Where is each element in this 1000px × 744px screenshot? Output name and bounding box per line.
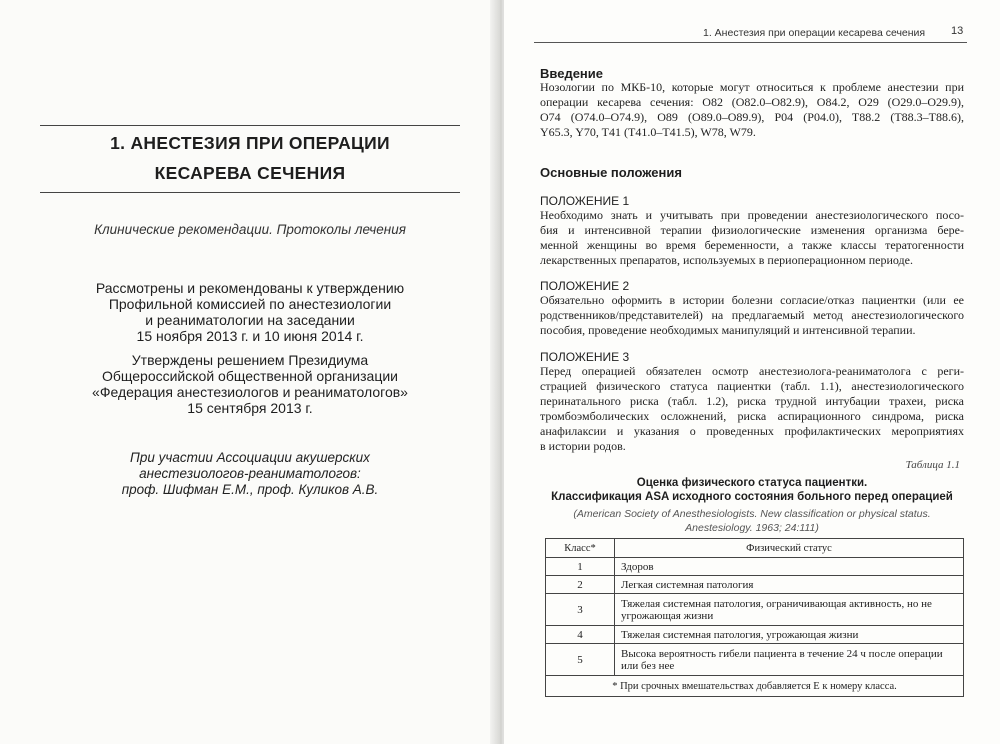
chapter-title-line1: 1. АНЕСТЕЗИЯ ПРИ ОПЕРАЦИИ (110, 133, 390, 153)
status-cell: Здоров (615, 558, 964, 576)
table-source (540, 507, 964, 535)
table-row (546, 644, 964, 676)
position-3-paragraph (540, 364, 964, 454)
pos3-line: анафилаксии и указания о проведенных профилактических мероприятиях (540, 424, 964, 438)
position-2-paragraph (540, 293, 964, 338)
pos1-line: менной женщины во время беременности, а также классы тератогенности (540, 238, 964, 252)
participation-line: При участии Ассоциации акушерских (130, 450, 370, 465)
table-footnote-row (546, 676, 964, 697)
table-title-line1: Оценка физического статуса пациентки. (636, 477, 868, 489)
title-top-rule (40, 125, 460, 126)
table-title-line2: Классификация ASA исходного состояния больного перед операцией (551, 491, 953, 503)
running-head: 1. Анестезия при операции кесарева сечения (703, 27, 926, 39)
intro-line: Y65.3, Y70, T41 (T41.0–T41.5), W78, W79. (540, 125, 756, 139)
title-bottom-rule (40, 192, 460, 193)
table-row (546, 558, 964, 576)
intro-line: Нозологии по МКБ-10, которые могут относиться к проблеме анестезии при (540, 80, 964, 94)
class-cell: 4 (546, 626, 615, 644)
pos2-line: Обязательно оформить в истории болезни согласие/отказ пациентки (или ее (540, 293, 964, 307)
presidium-line: Утверждены решением Президиума (131, 352, 369, 368)
pos2-line: родственников/представителей) на предлагаемый метод анестезиологического (540, 308, 964, 322)
right-page (504, 0, 1000, 744)
intro-line: операции кесарева сечения: O82 (O82.0–O82.9), O84.2, O29 (O29.0–O29.9), (540, 95, 964, 109)
running-head-rule (534, 42, 967, 43)
pos2-line: пособия, проведение необходимых манипуляций и интенсивной терапии. (540, 323, 916, 337)
position-1-paragraph (540, 208, 964, 268)
status-cell: Высока вероятность гибели пациента в течение 24 ч после операции или без нее (615, 644, 964, 676)
intro-line: O74 (O74.0–O74.9), O89 (O89.0–O89.9), P04 (P04.0), T88.2 (T88.3–T88.6), (540, 110, 964, 124)
main-heading: Основные положения (540, 165, 682, 180)
status-cell: Тяжелая системная патология, угрожающая жизни (615, 626, 964, 644)
pos1-line: бия и интенсивной терапии физиологические изменения организма бере- (540, 223, 964, 237)
presidium-line: 15 сентября 2013 г. (187, 400, 313, 416)
position-3-title: ПОЛОЖЕНИЕ 3 (540, 350, 630, 364)
participation-line: проф. Шифман Е.М., проф. Куликов А.В. (121, 482, 379, 497)
pos1-line: лекарственных препаратов, используемых в периоперационном периоде. (540, 253, 913, 267)
presidium-block (40, 352, 460, 416)
column-header-status: Физический статус (615, 539, 964, 558)
approval-line: Рассмотрены и рекомендованы к утверждению (95, 280, 405, 296)
table-source-line: Anestesiology. 1963; 24:111) (685, 522, 819, 534)
table-row (546, 576, 964, 594)
pos3-line: в истории родов. (540, 439, 626, 453)
participation-block (40, 450, 460, 498)
left-page (0, 0, 496, 744)
class-cell: 3 (546, 594, 615, 626)
table-header-row (546, 539, 964, 558)
table-row (546, 626, 964, 644)
page-number: 13 (951, 25, 964, 37)
status-cell: Тяжелая системная патология, ограничивающая активность, но не угрожающая жизни (615, 594, 964, 626)
asa-classification-table (545, 538, 964, 697)
column-header-class: Класс* (546, 539, 615, 558)
presidium-line: Общероссийской общественной организации (101, 368, 398, 384)
approval-line: и реаниматологии на заседании (145, 312, 355, 328)
pos3-line: перинатального риска (табл. 1.2), риска трудной интубации трахеи, риска (540, 394, 964, 408)
intro-heading: Введение (540, 66, 603, 81)
approval-line: Профильной комиссией по анестезиологии (108, 296, 392, 312)
class-cell: 1 (546, 558, 615, 576)
position-1-title: ПОЛОЖЕНИЕ 1 (540, 194, 630, 208)
pos1-line: Необходимо знать и учитывать при проведении анестезиологического посо- (540, 208, 964, 222)
table-source-line: (American Society of Anesthesiologists. New classification or physical status. (573, 508, 931, 520)
class-cell: 2 (546, 576, 615, 594)
intro-paragraph (540, 80, 964, 140)
pos3-line: страцией физического статуса пациентки (табл. 1.1), анестезиологического (540, 379, 964, 393)
participation-line: анестезиологов-реаниматологов: (139, 466, 361, 481)
subtitle: Клинические рекомендации. Протоколы лечения (94, 222, 406, 237)
approval-block (40, 280, 460, 344)
presidium-line: «Федерация анестезиологов и реаниматологов» (92, 384, 408, 400)
status-cell: Легкая системная патология (615, 576, 964, 594)
table-row (546, 594, 964, 626)
table-footnote: * При срочных вмешательствах добавляется Е к номеру класса. (546, 676, 964, 697)
pos3-line: Перед операцией обязателен осмотр анестезиолога-реаниматолога с реги- (540, 364, 964, 378)
position-2-title: ПОЛОЖЕНИЕ 2 (540, 279, 630, 293)
class-cell: 5 (546, 644, 615, 676)
chapter-title-line2: КЕСАРЕВА СЕЧЕНИЯ (154, 163, 346, 183)
pos3-line: тромбоэмболических осложнений, риска аспирационного синдрома, риска (540, 409, 964, 423)
approval-line: 15 ноября 2013 г. и 10 июня 2014 г. (136, 328, 364, 344)
table-label: Таблица 1.1 (905, 459, 960, 471)
